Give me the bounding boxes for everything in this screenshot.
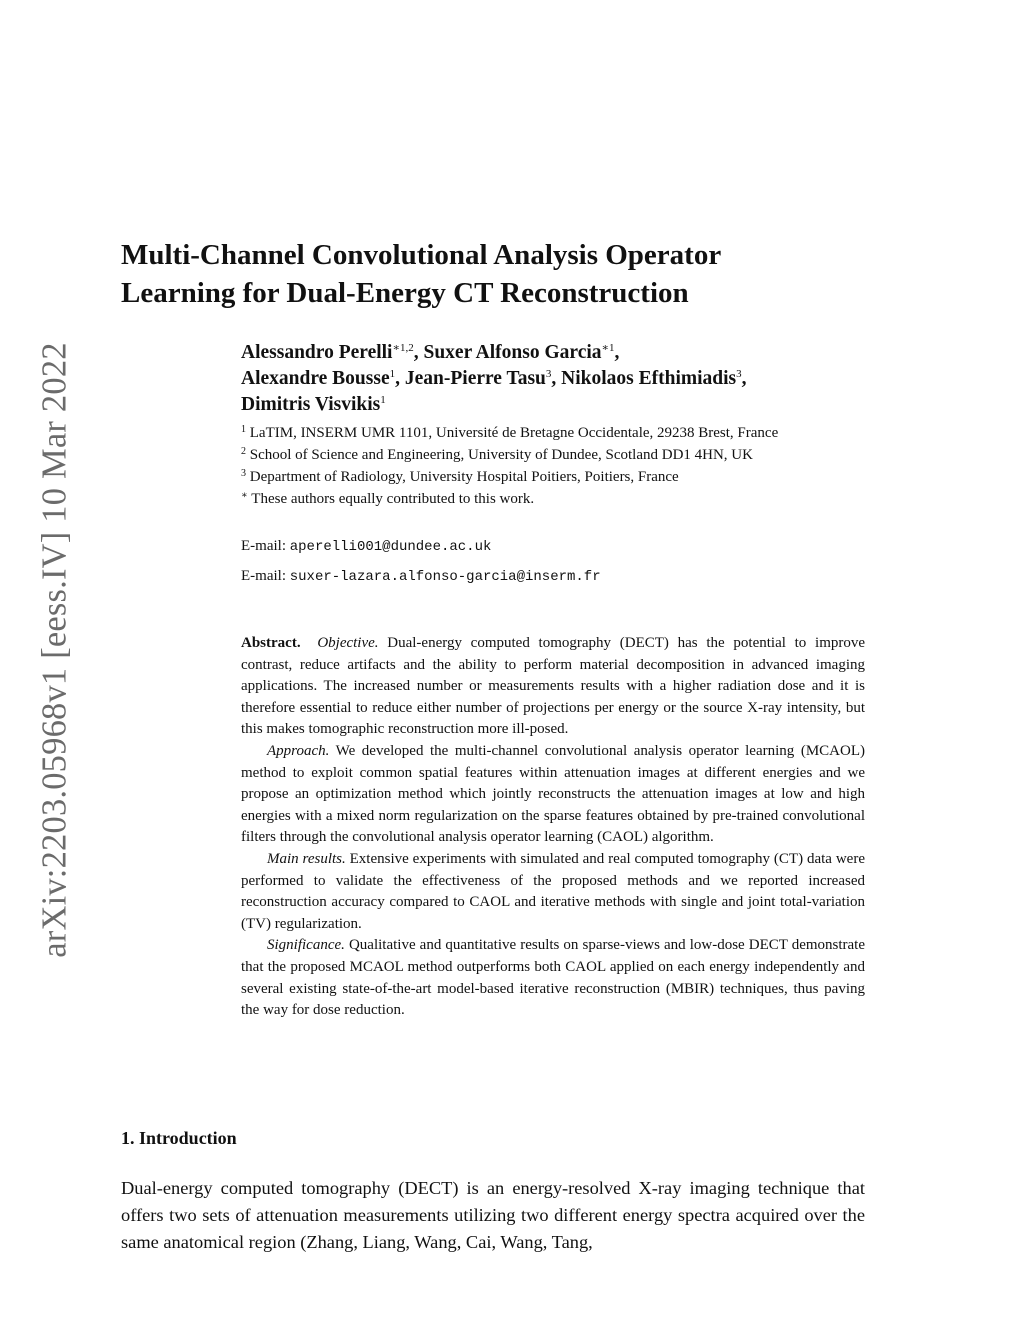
section-heading-introduction: 1. Introduction (121, 1128, 237, 1148)
author: Alexandre Bousse$^1$ (241, 368, 396, 389)
affiliations (241, 422, 881, 510)
approach-label: Approach. (267, 742, 330, 759)
abstract-results: Main results. Extensive experiments with simulated and real computed tomography (CT) data were performed to validate the effectiveness of the proposed methods and we reported increased reconstruction accuracy compared to CAOL and iterative methods with single and joint total-variation (TV) regularization. (241, 850, 865, 932)
author: Dimitris Visvikis$^1$ (241, 394, 386, 415)
affiliation: $^3$ Department of Radiology, University Hospital Poitiers, Poitiers, France (241, 468, 679, 485)
abstract-approach: Approach. We developed the multi-channel convolutional analysis operator learning (MCAOL) method to exploit common spatial features within attenuation images at different energies and we propose an optimization method which jointly reconstructs the attenuation images at low and high energies with a mixed norm regularization on the sparse features obtained by pre-trained convolutional filters through the convolutional analysis operator learning (CAOL) algorithm. (241, 742, 865, 846)
equal-contribution-note: ∗ These authors equally contributed to this work. (241, 490, 535, 507)
author-list: Alessandro Perelli$^{∗1,2}$, Suxer Alfonso Garcia$^{∗1}$, Alexandre Bousse$^1$, Jean-Pierre Tasu$^3$, Nikolaos Efthimiadis$^3$, Dimitris Visvikis$^1$ (241, 342, 747, 415)
results-label: Main results. (267, 850, 346, 867)
author: Jean-Pierre Tasu$^3$ (404, 368, 552, 389)
title-line-2: Learning for Dual-Energy CT Reconstruction (121, 277, 689, 309)
email-line (241, 568, 881, 585)
email-address[interactable]: aperelli001@dundee.ac.uk (289, 539, 492, 555)
title-line-1: Multi-Channel Convolutional Analysis Operator (121, 239, 722, 271)
email-address[interactable]: suxer-lazara.alfonso-garcia@inserm.fr (289, 569, 601, 585)
email-label: E-mail: (241, 538, 286, 554)
author: Suxer Alfonso Garcia$^{∗1}$ (423, 342, 615, 363)
affiliation: $^2$ School of Science and Engineering, University of Dundee, Scotland DD1 4HN, UK (241, 446, 753, 463)
introduction-paragraph: Dual-energy computed tomography (DECT) is an energy-resolved X-ray imaging technique that offers two sets of attenuation measurements utilizing two different energy spectra acquired over the same anatomical region (Zhang, Liang, Wang, Cai, Wang, Tang, (121, 1178, 865, 1252)
paper-title (121, 236, 881, 312)
author: Nikolaos Efthimiadis$^3$ (561, 368, 742, 389)
email-label: E-mail: (241, 568, 286, 584)
affiliation: $^1$ LaTIM, INSERM UMR 1101, Université de Bretagne Occidentale, 29238 Brest, France (241, 424, 779, 441)
significance-label: Significance. (267, 937, 345, 954)
abstract-objective: Abstract. Objective. Dual-energy computed tomography (DECT) has the potential to improve contrast, reduce artifacts and the ability to perform material decomposition in advanced imaging applications. The increased number or measurements results with a higher radiation dose and it is therefore essential to reduce either number of projections per energy or the source X-ray intensity, but this makes tomographic reconstruction more ill-posed. (241, 635, 866, 738)
abstract-heading: Abstract. (241, 635, 301, 651)
abstract-significance: Significance. Qualitative and quantitative results on sparse-views and low-dose DECT demonstrate that the proposed MCAOL method outperforms both CAOL applied on each energy independently and several existing state-of-the-art model-based iterative reconstruction (MBIR) techniques, thus paving the way for dose reduction. (241, 937, 866, 1019)
abstract (241, 633, 865, 1022)
arxiv-identifier: arXiv:2203.05968v1 [eess.IV] 10 Mar 2022 (35, 342, 74, 958)
email-line (241, 538, 881, 555)
author: Alessandro Perelli$^{∗1,2}$ (241, 342, 414, 363)
objective-label: Objective. (317, 635, 379, 651)
